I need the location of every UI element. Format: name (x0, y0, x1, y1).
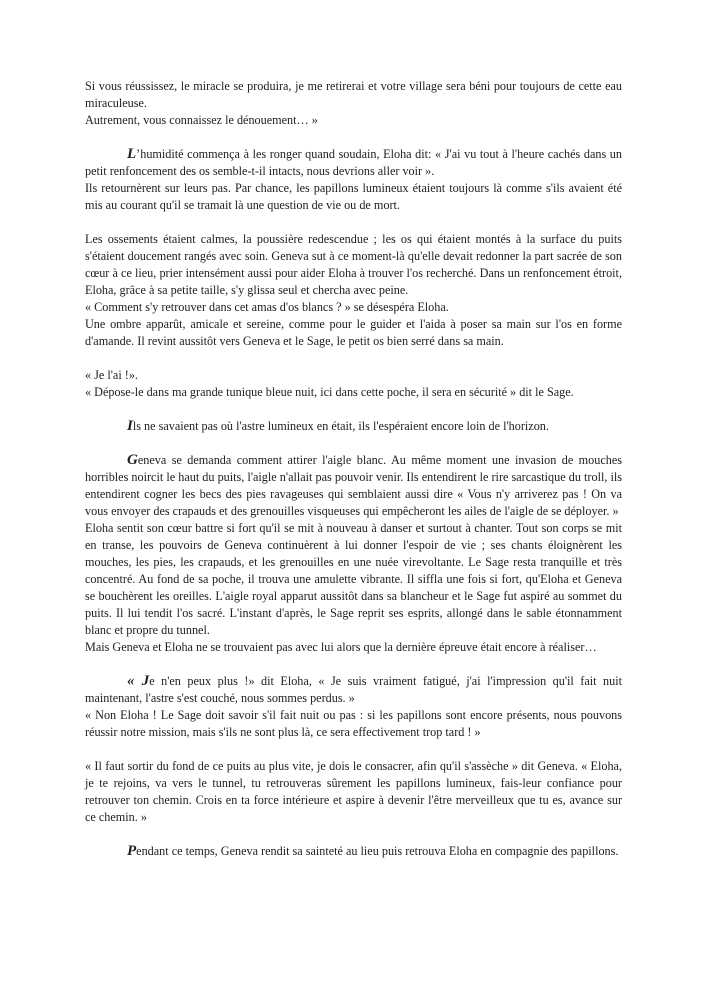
paragraph (85, 231, 622, 299)
paragraph-gap (85, 350, 622, 367)
paragraph (85, 758, 622, 826)
paragraph-text: ’humidité commença à les ronger quand soudain, Eloha dit: « J'ai vu tout à l'heure cachés dans un petit renfoncement des os semble-t-il intacts, nous devrions aller voir ». (85, 147, 622, 178)
paragraph-gap (85, 656, 622, 673)
paragraph (85, 367, 622, 384)
paragraph (85, 112, 622, 129)
paragraph (85, 673, 622, 707)
paragraph (85, 418, 622, 435)
paragraph (85, 316, 622, 350)
paragraph-text: Mais Geneva et Eloha ne se trouvaient pas avec lui alors que la dernière épreuve était encore à réaliser… (85, 640, 597, 654)
paragraph (85, 639, 622, 656)
paragraph-text: e n'en peux plus !» dit Eloha, « Je suis vraiment fatigué, j'ai l'impression qu'il fait nuit maintenant, l'astre s'est couché, nous sommes perdus. » (85, 674, 623, 705)
paragraph-text: « Dépose-le dans ma grande tunique bleue nuit, ici dans cette poche, il sera en sécurité » dit le Sage. (85, 385, 574, 399)
paragraph (85, 146, 622, 180)
paragraph-gap (85, 435, 622, 452)
paragraph-text: ls ne savaient pas où l'astre lumineux en était, ils l'espéraient encore loin de l'horizon. (132, 419, 549, 433)
paragraph-gap (85, 129, 622, 146)
paragraph (85, 843, 622, 860)
paragraph-text: Une ombre apparût, amicale et sereine, comme pour le guider et l'aida à poser sa main sur l'os en forme d'amande. Il revint aussitôt vers Geneva et le Sage, le petit os bien serré dans sa main. (85, 317, 622, 348)
paragraph-gap (85, 826, 622, 843)
drop-cap-initial: L (127, 146, 137, 162)
paragraph-gap (85, 214, 622, 231)
paragraph-text: « Comment s'y retrouver dans cet amas d'os blancs ? » se désespéra Eloha. (85, 300, 449, 314)
paragraph-text: Les ossements étaient calmes, la poussière redescendue ; les os qui étaient montés à la surface du puits s'étaient doucement rangés avec soin. Geneva sut à ce moment-là qu'elle devait redonner la part sacrée de son cœur à ce lieu, prier intensément aussi pour aider Eloha à trouver l'os recherché. Dans un renfoncement étroit, Eloha, grâce à sa petite taille, s'y glissa seul et chercha avec peine. (85, 232, 622, 297)
drop-cap-initial: I (127, 418, 133, 434)
paragraph (85, 299, 622, 316)
document-page (85, 78, 622, 860)
paragraph-text: Si vous réussissez, le miracle se produira, je me retirerai et votre village sera béni pour toujours de cette eau miraculeuse. (85, 79, 622, 110)
paragraph-text: Eloha sentit son cœur battre si fort qu'il se mit à nouveau à danser et surtout à chanter. Tout son corps se mit en transe, les pouvoirs de Geneva continuèrent à lui donner l'espoir de vie ; ses chants éloignèrent les mouches, les pies, les crapauds, et les grenouilles en une nuée virevoltante. Le Sage resta tranquille et très concentré. Au fond de sa poche, il trouva une amulette vibrante. Il siffla une fois si fort, qu'Eloha et Geneva se bouchèrent les oreilles. L'aigle royal apparut aussitôt dans sa blancheur et le Sage fut aspiré au sommet du puits. Il lui tendit l'os sacré. L'instant d'après, le Sage reprit ses esprits, allongé dans le sable étonnamment blanc et propre du tunnel. (85, 521, 622, 637)
drop-cap-initial: « J (127, 673, 150, 689)
paragraph-text: endant ce temps, Geneva rendit sa sainteté au lieu puis retrouva Eloha en compagnie des papillons. (136, 844, 619, 858)
paragraph-text: eneva se demanda comment attirer l'aigle blanc. Au même moment une invasion de mouches horribles noircit le haut du puits, l'aigle n'allait pas pouvoir venir. Ils entendirent le rire sarcastique du troll, ils entendirent cogner les becs des pies ravageuses qui semblaient aussi dire « Vous n'y arriverez pas ! On va vous envoyer des crapauds et des grenouilles visqueuses qui empêcheront les ailes de l'aigle de se déployer. » (85, 453, 622, 518)
paragraph (85, 384, 622, 401)
paragraph (85, 707, 622, 741)
paragraph-text: « Je l'ai !». (85, 368, 138, 382)
drop-cap-initial: G (127, 452, 138, 468)
paragraph-text: « Il faut sortir du fond de ce puits au plus vite, je dois le consacrer, afin qu'il s'assèche » dit Geneva. « Eloha, je te rejoins, va vers le tunnel, tu retrouveras sûrement les papillons lumineux, fais-leur confiance pour retrouver ton chemin. Crois en ta force intérieure et aspire à devenir l'être merveilleux que tu es, avance sur ce chemin. » (85, 759, 622, 824)
paragraph (85, 520, 622, 639)
paragraph-gap (85, 401, 622, 418)
drop-cap-initial: P (127, 843, 137, 859)
paragraph (85, 180, 622, 214)
paragraph-text: « Non Eloha ! Le Sage doit savoir s'il fait nuit ou pas : si les papillons sont encore présents, nous pouvons réussir notre mission, mais s'ils ne sont plus là, ce sera effectivement trop tard ! » (85, 708, 622, 739)
paragraph (85, 452, 622, 520)
paragraph-gap (85, 741, 622, 758)
paragraph-text: Autrement, vous connaissez le dénouement… » (85, 113, 318, 127)
paragraph (85, 78, 622, 112)
paragraph-text: Ils retournèrent sur leurs pas. Par chance, les papillons lumineux étaient toujours là comme s'ils avaient été mis au courant qu'il se tramait là une question de vie ou de mort. (85, 181, 622, 212)
